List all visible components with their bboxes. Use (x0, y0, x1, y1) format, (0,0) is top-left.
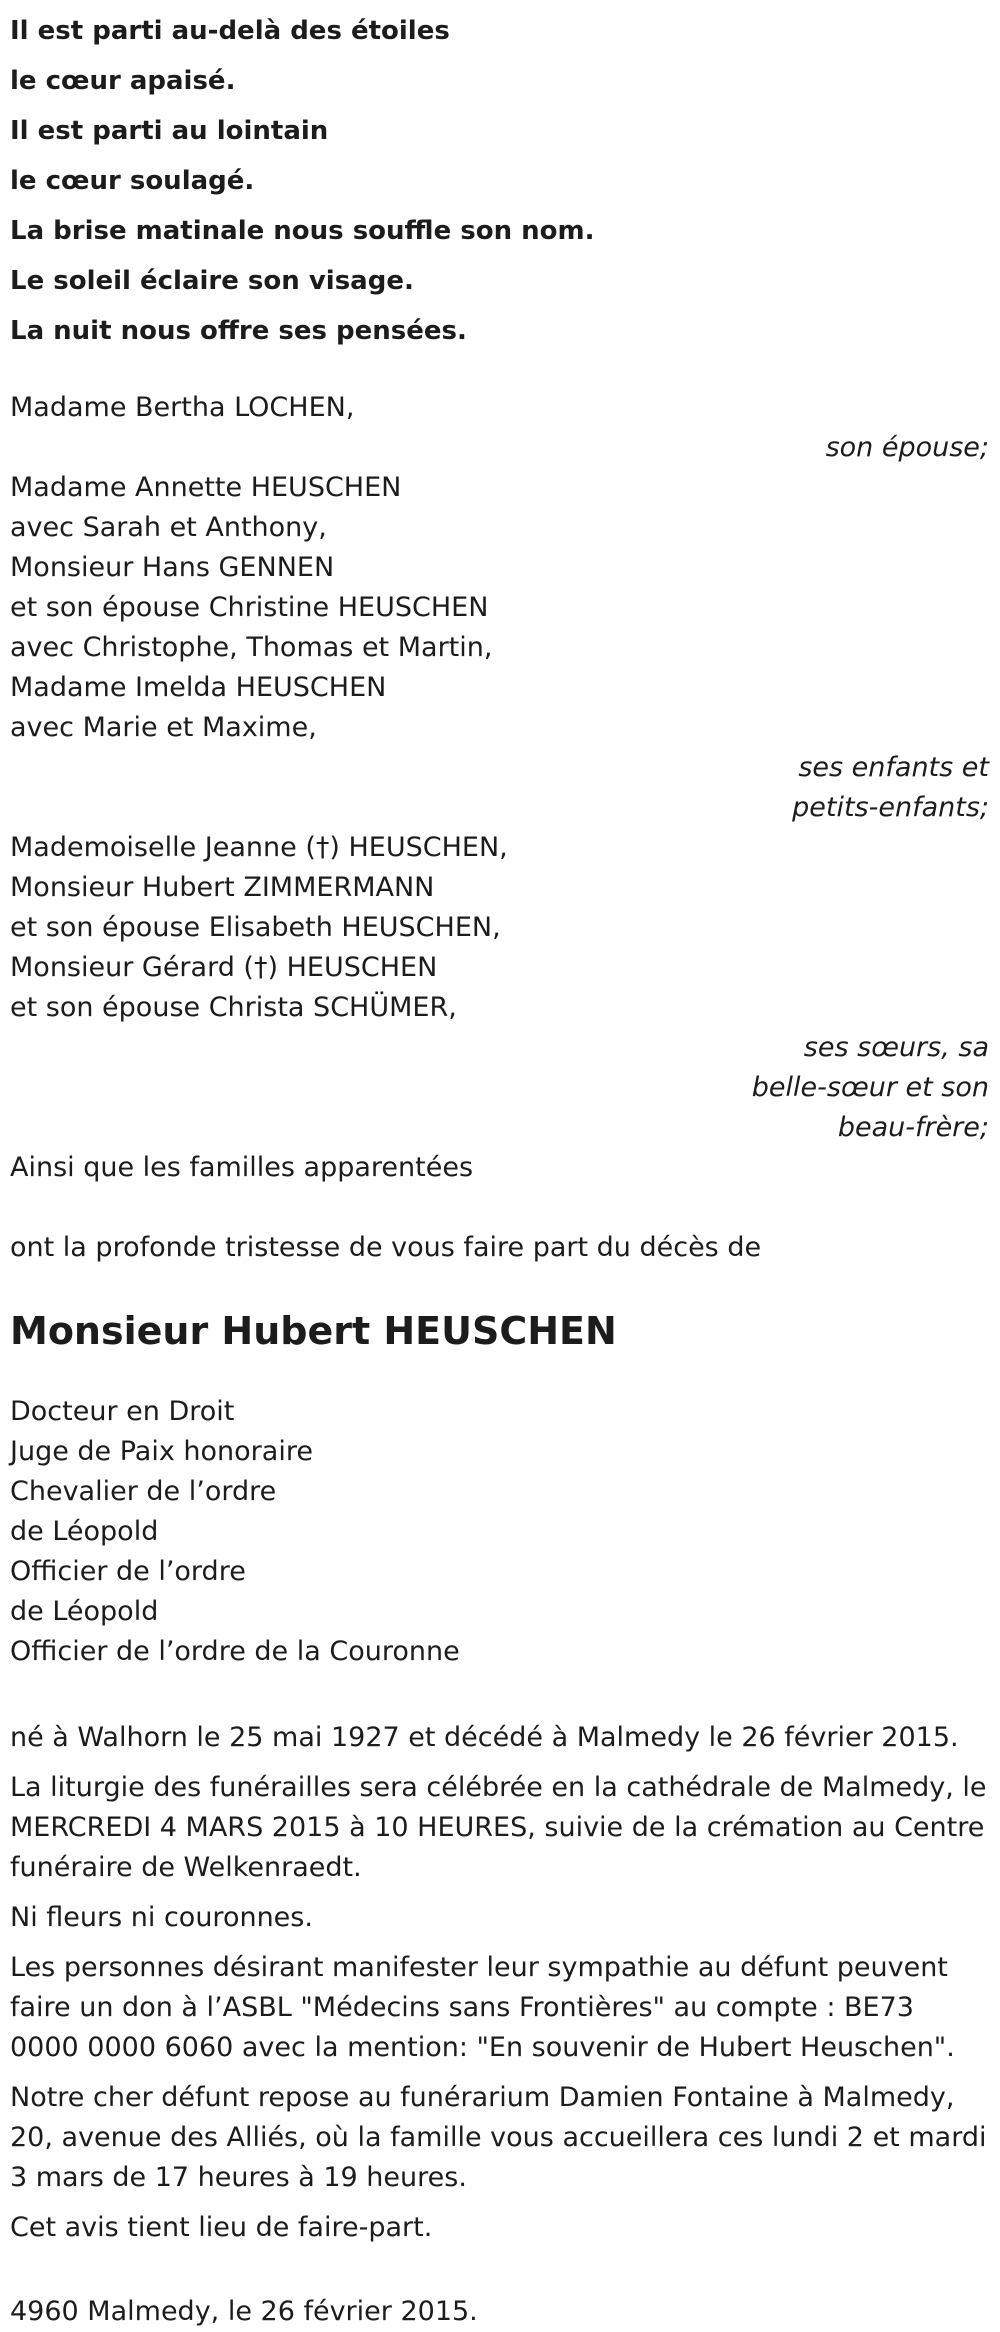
name-text: ) HEUSCHEN, (329, 832, 508, 863)
siblings-block (10, 828, 990, 1148)
announcement-line: ont la profonde tristesse de vous faire part du décès de (10, 1232, 762, 1263)
flowers-paragraph: Ni fleurs ni couronnes. (10, 1902, 313, 1933)
name-text: Monsieur Gérard ( (10, 952, 254, 983)
family-member-line (10, 828, 990, 868)
poem-line: La brise matinale nous souffle son nom. (10, 216, 595, 246)
family-member-line: avec Marie et Maxime, (10, 712, 317, 743)
families-line: Ainsi que les familles apparentées (10, 1152, 474, 1183)
title-line: de Léopold (10, 1596, 159, 1627)
family-member-line: Madame Annette HEUSCHEN (10, 472, 402, 503)
deceased-name: Monsieur Hubert HEUSCHEN (10, 1309, 617, 1353)
title-line: Officier de l’ordre (10, 1556, 246, 1587)
relationship-label: ses sœurs, sa (803, 1032, 989, 1063)
children-block (10, 468, 990, 828)
funeral-paragraph: La liturgie des funérailles sera célébrée en la cathédrale de Malmedy, le MERCREDI 4 MARS 2015 à 10 HEURES, suivie de la crémation au Centre funéraire de Welkenraedt. (10, 1772, 987, 1883)
title-line: Chevalier de l’ordre (10, 1476, 277, 1507)
poem-line: le cœur apaisé. (10, 66, 236, 96)
birth-death-paragraph: né à Walhorn le 25 mai 1927 et décédé à Malmedy le 26 février 2015. (10, 1722, 959, 1753)
cross-icon: † (315, 832, 330, 863)
relationship-label: petits-enfants; (792, 792, 989, 823)
details-block (10, 1718, 990, 2248)
title-line: Docteur en Droit (10, 1396, 235, 1427)
family-member-line (10, 948, 990, 988)
obituary-page (0, 6, 1000, 2327)
poem (10, 6, 990, 356)
family-member-line: Madame Imelda HEUSCHEN (10, 672, 387, 703)
family-member-line: avec Christophe, Thomas et Martin, (10, 632, 493, 663)
donation-paragraph: Les personnes désirant manifester leur sympathie au défunt peuvent faire un don à l’ASBL "Médecins sans Frontières" au compte : BE73 0000 0000 6060 avec la mention: "En souvenir de Hubert Heuschen". (10, 1952, 955, 2063)
family-member-line: avec Sarah et Anthony, (10, 512, 327, 543)
family-member-line: Madame Bertha LOCHEN, (10, 392, 355, 423)
family-member-line: et son épouse Christine HEUSCHEN (10, 592, 489, 623)
poem-line: Il est parti au lointain (10, 116, 329, 146)
title-line: Juge de Paix honoraire (10, 1436, 313, 1467)
poem-line: La nuit nous offre ses pensées. (10, 316, 467, 346)
poem-line: Il est parti au-delà des étoiles (10, 16, 450, 46)
name-text: ) HEUSCHEN (267, 952, 438, 983)
cross-icon: † (253, 952, 268, 983)
poem-line: le cœur soulagé. (10, 166, 255, 196)
relationship-label: son épouse; (825, 432, 989, 463)
family-member-line: Monsieur Hubert ZIMMERMANN (10, 872, 435, 903)
visitation-paragraph: Notre cher défunt repose au funérarium Damien Fontaine à Malmedy, 20, avenue des Alliés, où la famille vous accueillera ces lundi 2 et mardi 3 mars de 17 heures à 19 heures. (10, 2082, 987, 2193)
spouse-block (10, 388, 990, 468)
relationship-label: ses enfants et (798, 752, 989, 783)
notice-paragraph: Cet avis tient lieu de faire-part. (10, 2212, 433, 2243)
titles-block (10, 1392, 990, 1672)
title-line: Officier de l’ordre de la Couronne (10, 1636, 460, 1667)
closing-place-date: 4960 Malmedy, le 26 février 2015. (10, 2296, 478, 2327)
title-line: de Léopold (10, 1516, 159, 1547)
family-member-line: et son épouse Elisabeth HEUSCHEN, (10, 912, 501, 943)
relationship-label: beau-frère; (837, 1112, 989, 1143)
family-member-line: Monsieur Hans GENNEN (10, 552, 335, 583)
relationship-label: belle-sœur et son (751, 1072, 989, 1103)
family-member-line: et son épouse Christa SCHÜMER, (10, 992, 457, 1023)
name-text: Mademoiselle Jeanne ( (10, 832, 316, 863)
poem-line: Le soleil éclaire son visage. (10, 266, 414, 296)
